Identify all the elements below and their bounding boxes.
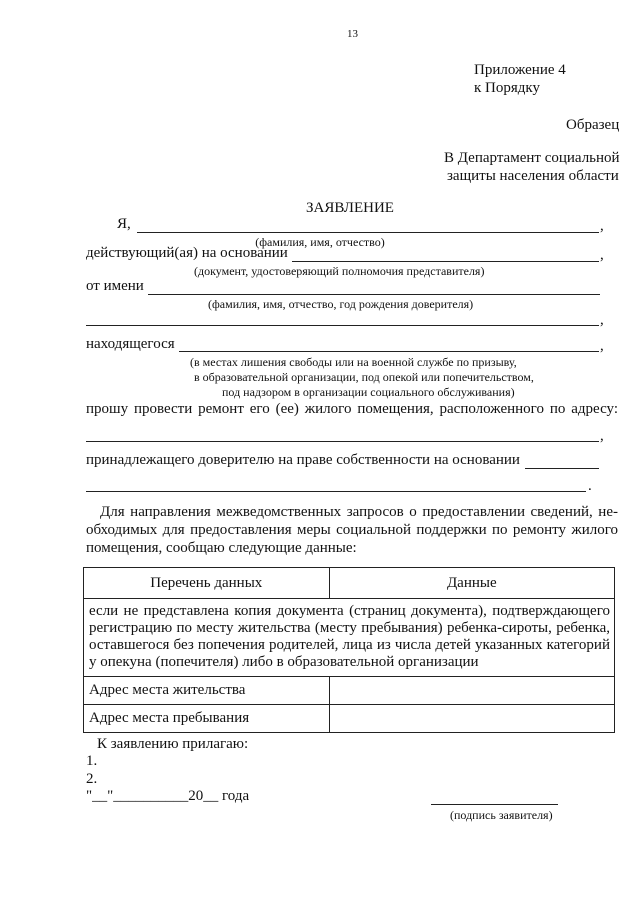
principal-field[interactable] [148, 294, 600, 295]
residence-address-value[interactable] [329, 677, 614, 705]
acting-label: действующий(ая) на основании [86, 245, 288, 261]
table-header-row [84, 568, 615, 599]
principal-comma: , [600, 312, 604, 328]
location-field[interactable] [179, 351, 599, 352]
request-text: прошу провести ремонт его (ее) жилого помещения, расположенного по адресу: [86, 401, 618, 417]
signature-field[interactable] [431, 804, 558, 805]
ownership-period: . [588, 478, 592, 494]
date-line: "__"__________20__ года [86, 788, 250, 804]
signature-hint: (подпись заявителя) [450, 808, 553, 822]
authority-document-field[interactable] [292, 261, 599, 262]
location-hint-1: (в местах лишения свободы или на военной службе по призыву, [190, 355, 517, 369]
sample-label: Образец [566, 117, 620, 133]
ownership-basis-field-continued[interactable] [86, 491, 586, 492]
intro-line-2: обходимых для предоставления меры социальной поддержки по ремонту жилого [86, 522, 618, 538]
document-hint: (документ, удостоверяющий полномочия представителя) [194, 264, 485, 278]
location-hint-2: в образовательной организации, под опекой или попечительством, [194, 370, 534, 384]
addressee-line-2: защиты населения области [447, 168, 619, 184]
principal-field-continued[interactable] [86, 325, 599, 326]
location-hint-3: под надзором в организации социального обслуживания) [222, 385, 515, 399]
intro-line-3: помещения, сообщаю следующие данные: [86, 540, 357, 556]
condition-cell: если не представлена копия документа (страниц документа), подтверждающего регистрацию по месту жительства (месту пребывания) ребенка-сироты, ребенка, оставшегося без попечения родителей, лица из числа детей указанных категорий у опекуна (попечителя) либо в образовательной организации [84, 599, 615, 677]
principal-hint: (фамилия, имя, отчество, год рождения доверителя) [208, 297, 474, 311]
attachment-item-1: 1. [86, 753, 98, 769]
ownership-basis-field[interactable] [525, 468, 599, 469]
addressee-line-1: В Департамент социальной [444, 150, 620, 166]
attachments-label: К заявлению прилагаю: [97, 736, 249, 752]
header-data: Данные [329, 568, 614, 599]
authority-comma: , [600, 247, 604, 263]
table-row [84, 599, 615, 677]
stay-address-value[interactable] [329, 705, 614, 733]
i-label: Я, [117, 216, 131, 232]
location-comma: , [600, 338, 604, 354]
address-comma: , [600, 428, 604, 444]
header-data-list: Перечень данных [84, 568, 330, 599]
table-row [84, 677, 615, 705]
appendix-line-1: Приложение 4 [474, 62, 566, 78]
appendix-line-2: к Порядку [474, 80, 540, 96]
on-behalf-label: от имени [86, 278, 144, 294]
located-label: находящегося [86, 336, 175, 352]
intro-line-1: Для направления межведомственных запросов о предоставлении сведений, не- [100, 504, 618, 520]
ownership-text: принадлежащего доверителю на праве собственности на основании [86, 452, 520, 468]
page-number: 13 [347, 28, 358, 40]
attachment-item-2: 2. [86, 771, 98, 787]
fio-comma: , [600, 218, 604, 234]
residence-address-label: Адрес места жительства [84, 677, 330, 705]
document-title: ЗАЯВЛЕНИЕ [306, 200, 394, 216]
stay-address-label: Адрес места пребывания [84, 705, 330, 733]
fio-hint: (фамилия, имя, отчество) [255, 235, 385, 249]
data-table [83, 567, 615, 733]
fio-field[interactable] [137, 232, 599, 233]
address-field[interactable] [86, 441, 599, 442]
table-row [84, 705, 615, 733]
